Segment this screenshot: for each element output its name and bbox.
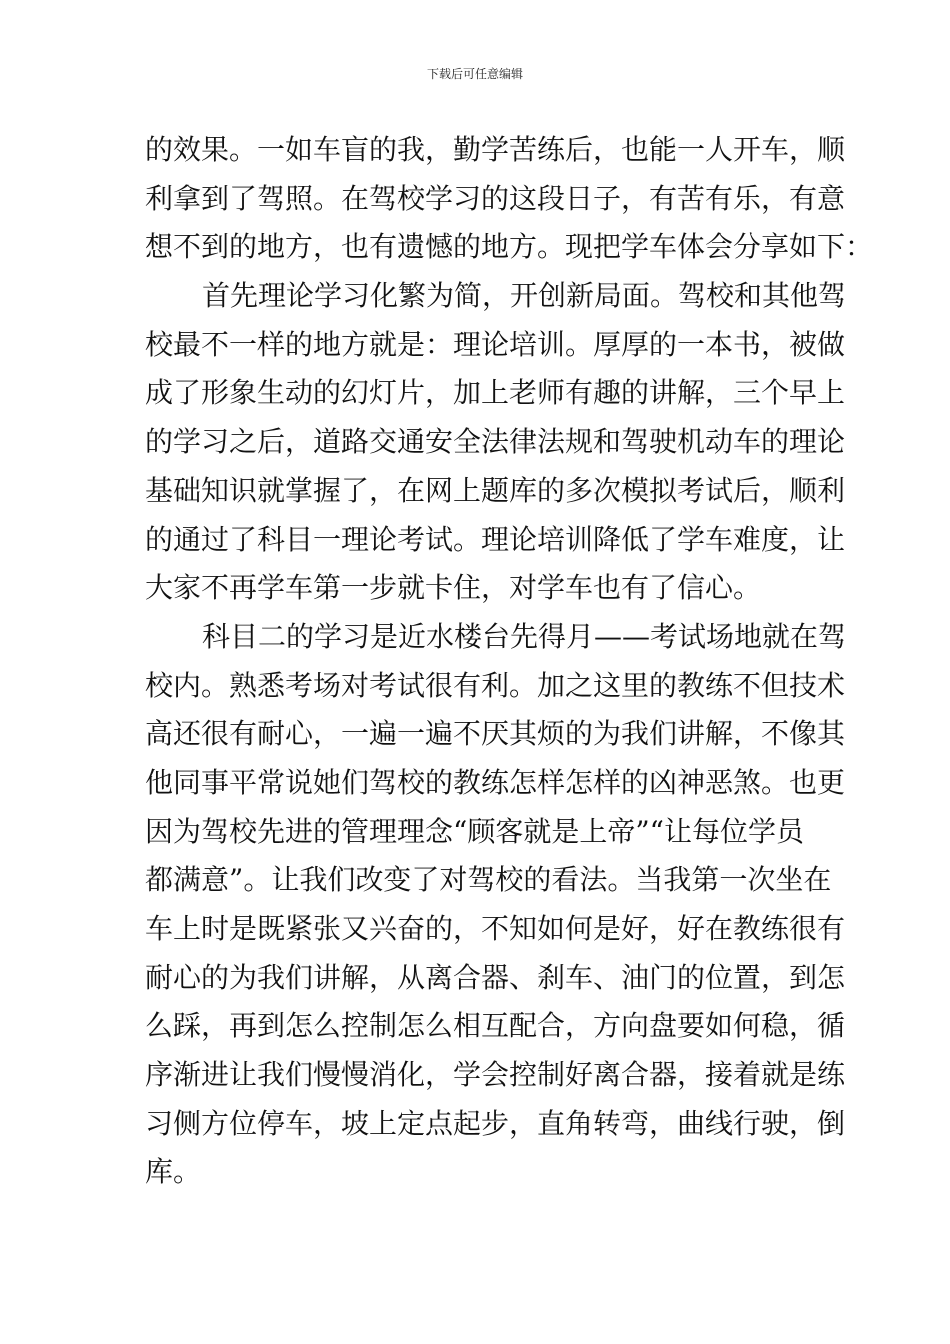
text-line: 耐心的为我们讲解，从离合器、刹车、油门的位置，到怎 — [145, 960, 846, 994]
paragraph-start-line: 科目二的学习是近水楼台先得月——考试场地就在驾 — [202, 619, 847, 653]
text-line: 他同事平常说她们驾校的教练怎样怎样的凶神恶煞。也更 — [145, 765, 846, 799]
text-line: 习侧方位停车，坡上定点起步，直角转弯，曲线行驶，倒 — [145, 1106, 846, 1140]
paragraph-start-line: 首先理论学习化繁为简，开创新局面。驾校和其他驾 — [202, 279, 847, 313]
text-line: 想不到的地方，也有遗憾的地方。现把学车体会分享如下： — [145, 230, 874, 264]
text-line: 车上时是既紧张又兴奋的，不知如何是好，好在教练很有 — [145, 912, 846, 945]
text-line: 的效果。一如车盲的我，勤学苦练后，也能一人开车，顺 — [145, 133, 846, 166]
text-line: 的通过了科目一理论考试。理论培训降低了学车难度，让 — [145, 522, 846, 556]
text-line: 库。 — [145, 1155, 202, 1189]
text-line: 大家不再学车第一步就卡住，对学车也有了信心。 — [145, 571, 762, 605]
text-line: 校最不一样的地方就是：理论培训。厚厚的一本书，被做 — [145, 327, 846, 361]
text-line: 成了形象生动的幻灯片，加上老师有趣的讲解，三个早上 — [145, 376, 846, 410]
text-line: 都满意”。让我们改变了对驾校的看法。当我第一次坐在 — [145, 863, 832, 897]
body-text — [145, 126, 874, 1197]
text-line: 高还很有耐心，一遍一遍不厌其烦的为我们讲解，不像其 — [145, 717, 846, 751]
text-line: 利拿到了驾照。在驾校学习的这段日子，有苦有乐，有意 — [145, 181, 846, 215]
header-note: 下载后可任意编辑 — [426, 67, 523, 81]
text-line: 序渐进让我们慢慢消化，学会控制好离合器，接着就是练 — [145, 1058, 846, 1092]
text-line: 的学习之后，道路交通安全法律法规和驾驶机动车的理论 — [145, 425, 846, 459]
text-line: 因为驾校先进的管理理念“顾客就是上帝”“让每位学员 — [145, 814, 804, 848]
text-line: 么踩，再到怎么控制怎么相互配合，方向盘要如何稳，循 — [145, 1009, 846, 1043]
text-line: 基础知识就掌握了，在网上题库的多次模拟考试后，顺利 — [145, 473, 846, 507]
text-line: 校内。熟悉考场对考试很有利。加之这里的教练不但技术 — [145, 668, 846, 702]
